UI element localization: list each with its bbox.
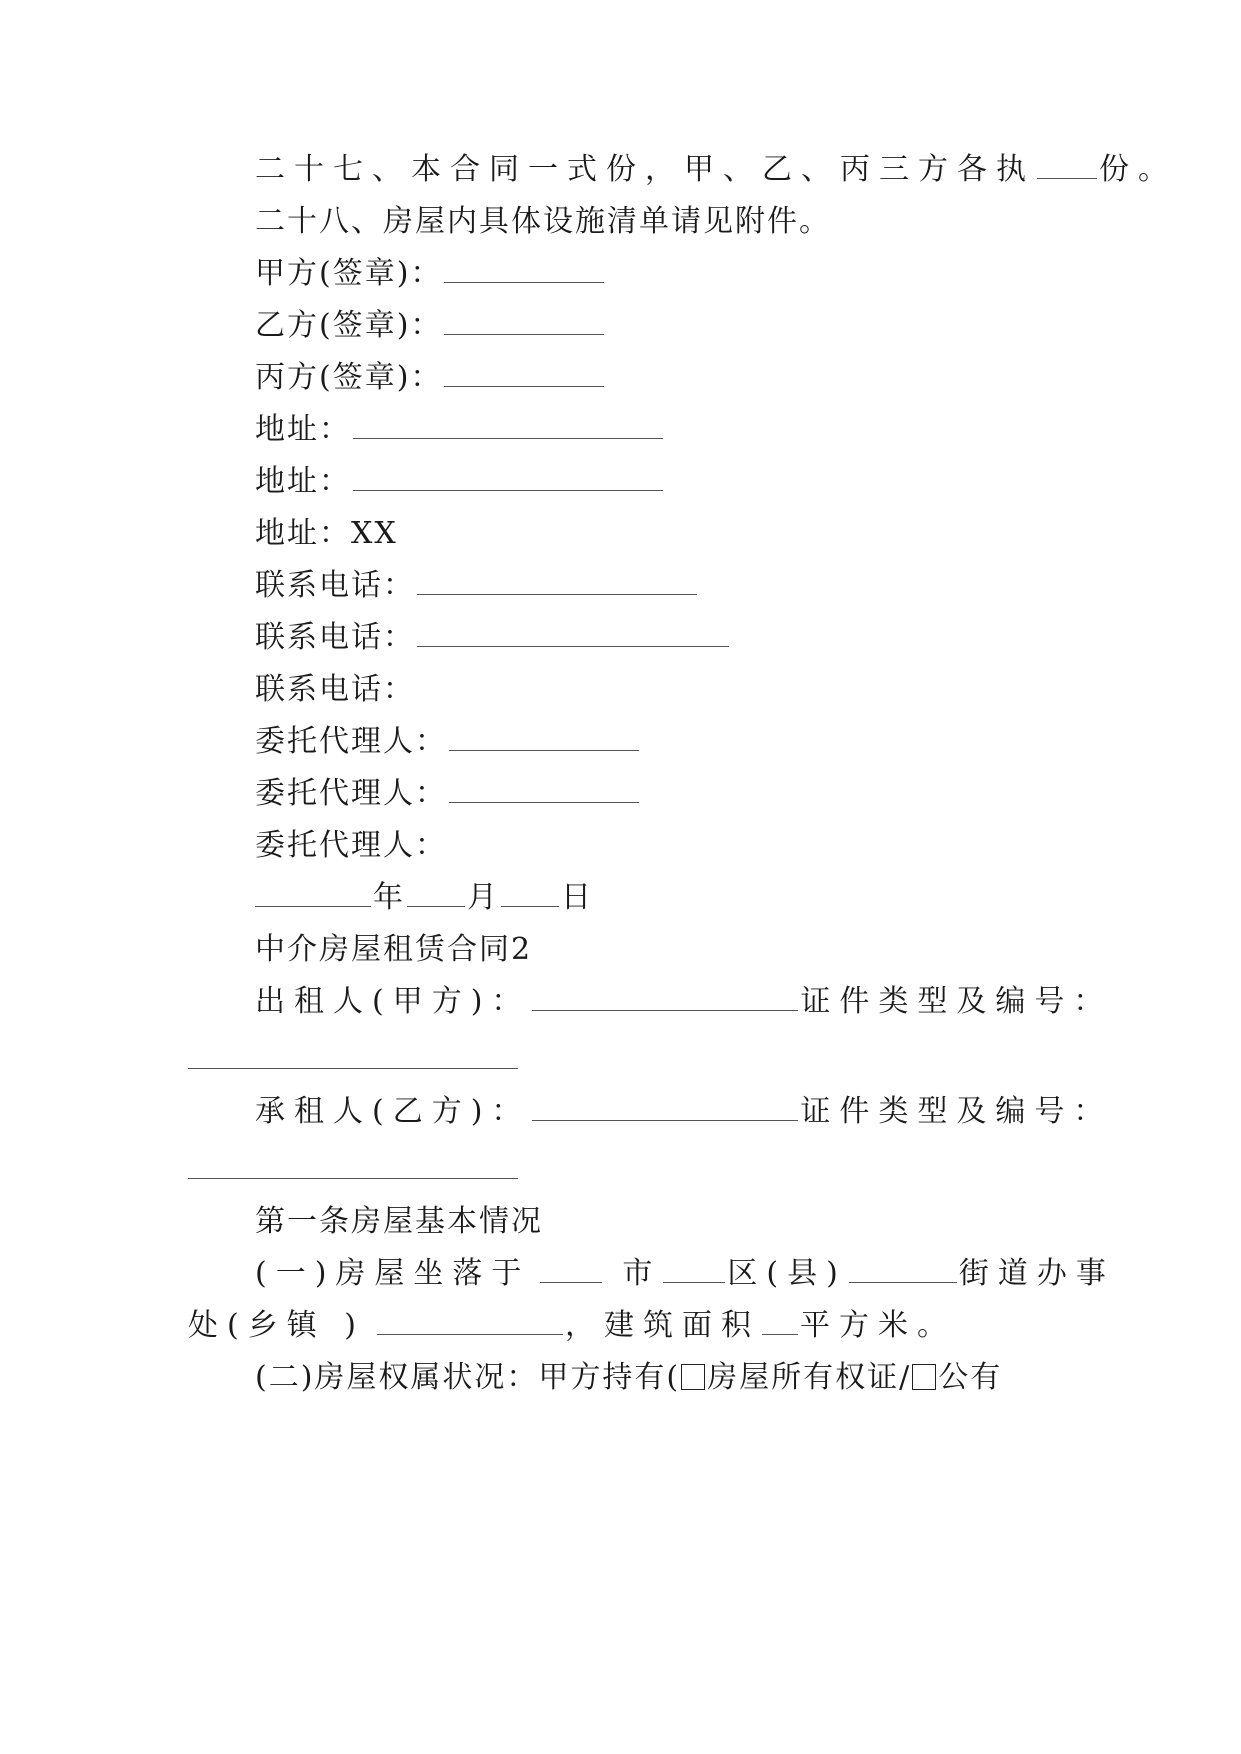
area-line (188, 1306, 956, 1346)
township-label: 处(乡镇 ) (188, 1308, 365, 1343)
lessor-label: 出租人(甲方)： (255, 984, 531, 1019)
agent-a (255, 722, 641, 762)
agent-c-label: 委托代理人： (255, 828, 447, 863)
address-c (255, 514, 398, 554)
township-blank[interactable] (377, 1306, 563, 1335)
ownership-line (255, 1358, 1002, 1398)
party-a-signature-blank[interactable] (444, 254, 604, 283)
phone-a-label: 联系电话： (255, 568, 415, 603)
street-office-blank[interactable] (849, 1254, 957, 1283)
lessee-name-blank[interactable] (532, 1092, 798, 1121)
clause-27 (255, 150, 1177, 190)
lessor-id-blank[interactable] (188, 1040, 518, 1069)
agent-b-blank[interactable] (449, 774, 639, 803)
lessee-id-row (188, 1150, 518, 1190)
clause-28-text: 二十八、房屋内具体设施清单请见附件。 (255, 204, 831, 239)
date-line (255, 878, 593, 918)
month-label: 月 (467, 880, 499, 915)
phone-b-blank[interactable] (417, 618, 729, 647)
agent-b (255, 774, 641, 814)
article-1-heading-text: 第一条房屋基本情况 (255, 1204, 543, 1239)
phone-a-blank[interactable] (417, 566, 697, 595)
phone-b (255, 618, 731, 658)
contract-title-text: 中介房屋租赁合同2 (255, 932, 533, 967)
lessor-id-label: 证件类型及编号： (800, 984, 1113, 1019)
party-c-signature-blank[interactable] (444, 358, 604, 387)
address-c-label: 地址：XX (255, 516, 398, 551)
area-label: ，建筑面积 (564, 1308, 760, 1343)
public-housing-checkbox[interactable] (912, 1364, 936, 1390)
district-label: 区(县) (727, 1256, 847, 1291)
phone-c (255, 670, 415, 710)
agent-a-blank[interactable] (449, 722, 639, 751)
lessee-label: 承租人(乙方)： (255, 1094, 531, 1129)
agent-a-label: 委托代理人： (255, 724, 447, 759)
party-a-signature (255, 254, 606, 294)
city-blank[interactable] (540, 1254, 602, 1283)
year-label: 年 (373, 880, 405, 915)
lessor-id-row (188, 1040, 518, 1080)
clause-27-end: 份。 (1099, 152, 1177, 187)
party-b-signature (255, 306, 606, 346)
ownership-certificate-label: 房屋所有权证/ (707, 1360, 912, 1395)
clause-27-text: 二十七、本合同一式份，甲、乙、丙三方各执 (255, 152, 1035, 187)
lessor-line (255, 982, 1112, 1022)
agent-b-label: 委托代理人： (255, 776, 447, 811)
agent-c (255, 826, 447, 866)
contract-title (255, 930, 532, 970)
address-a-label: 地址： (255, 412, 351, 447)
year-blank[interactable] (255, 878, 371, 907)
street-office-label: 街道办事 (958, 1256, 1115, 1291)
location-label: (一)房屋坐落于 (255, 1256, 531, 1291)
party-a-signature-label: 甲方(签章)： (255, 256, 443, 291)
phone-c-label: 联系电话： (255, 672, 415, 707)
article-1-heading (255, 1202, 543, 1242)
lessee-id-blank[interactable] (188, 1150, 518, 1179)
district-blank[interactable] (663, 1254, 725, 1283)
party-b-signature-label: 乙方(签章)： (255, 308, 443, 343)
clause-28 (255, 202, 831, 242)
phone-b-label: 联系电话： (255, 620, 415, 655)
party-b-signature-blank[interactable] (444, 306, 604, 335)
address-b-label: 地址： (255, 464, 351, 499)
party-c-signature-label: 丙方(签章)： (255, 360, 443, 395)
day-label: 日 (561, 880, 593, 915)
area-unit: 平方米。 (799, 1308, 956, 1343)
public-housing-label: 公有 (938, 1360, 1003, 1395)
lessor-name-blank[interactable] (532, 982, 798, 1011)
blank-copies[interactable] (1037, 150, 1097, 179)
lessee-id-label: 证件类型及编号： (800, 1094, 1113, 1129)
city-label: 市 (622, 1256, 662, 1291)
address-a-blank[interactable] (353, 410, 663, 439)
ownership-label: (二)房屋权属状况：甲方持有( (255, 1360, 681, 1395)
address-b (255, 462, 665, 502)
address-a (255, 410, 665, 450)
month-blank[interactable] (407, 878, 465, 907)
day-blank[interactable] (501, 878, 559, 907)
address-b-blank[interactable] (353, 462, 663, 491)
party-c-signature (255, 358, 606, 398)
phone-a (255, 566, 699, 606)
area-blank[interactable] (762, 1306, 798, 1335)
ownership-certificate-checkbox[interactable] (681, 1364, 705, 1390)
lessee-line (255, 1092, 1112, 1132)
location-line (255, 1254, 1115, 1294)
